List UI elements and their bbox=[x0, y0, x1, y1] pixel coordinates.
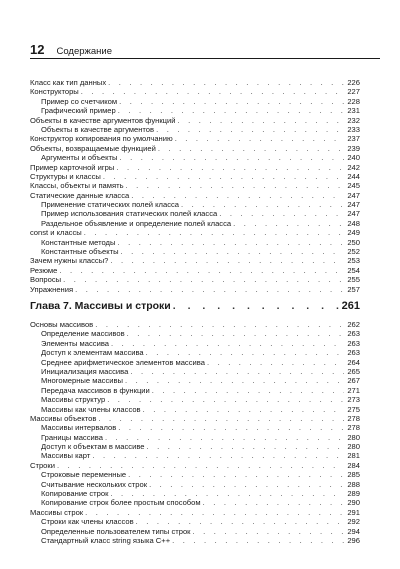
chapter-heading[interactable] bbox=[30, 298, 360, 314]
toc-entry-title: Основы массивов bbox=[30, 319, 94, 329]
dot-leader bbox=[116, 163, 344, 172]
toc-entry[interactable] bbox=[30, 266, 360, 275]
toc-entry-title: Массивы интервалов bbox=[41, 423, 117, 433]
toc-entry-title: Объекты в качестве аргументов bbox=[41, 124, 155, 134]
dot-leader bbox=[92, 451, 344, 460]
dot-leader bbox=[233, 219, 344, 228]
toc-entry[interactable] bbox=[30, 228, 360, 237]
toc-entry-page-number: 275 bbox=[347, 404, 360, 414]
toc-entry-page-number: 291 bbox=[347, 507, 360, 517]
dot-leader bbox=[119, 97, 344, 106]
dot-leader bbox=[181, 200, 344, 209]
toc-entry-title: Среднее арифметическое элементов массива bbox=[41, 357, 205, 367]
toc-entry[interactable] bbox=[30, 367, 360, 376]
toc-entry-page-number: 265 bbox=[347, 366, 360, 376]
toc-entry-page-number: 288 bbox=[347, 479, 360, 489]
toc-entry[interactable] bbox=[30, 329, 360, 338]
toc-entry-page-number: 244 bbox=[347, 171, 360, 181]
dot-leader bbox=[149, 480, 344, 489]
toc-entry-page-number: 263 bbox=[347, 329, 360, 339]
toc-entry-title: Массивы структур bbox=[41, 395, 106, 405]
toc-entry[interactable] bbox=[30, 527, 360, 536]
toc-entry[interactable] bbox=[30, 517, 360, 526]
toc-entry[interactable] bbox=[30, 256, 360, 265]
toc-entry-page-number: 252 bbox=[347, 247, 360, 257]
toc-entry-title: Конструктор копирования по умолчанию bbox=[30, 134, 173, 144]
toc-entry-page-number: 247 bbox=[347, 209, 360, 219]
page-title: Содержание bbox=[56, 46, 112, 57]
toc-entry-page-number: 237 bbox=[347, 134, 360, 144]
toc-section-after bbox=[30, 320, 360, 545]
table-of-contents bbox=[30, 78, 360, 545]
toc-entry-title: Объекты в качестве аргументов функций bbox=[30, 115, 176, 125]
toc-entry-page-number: 262 bbox=[347, 319, 360, 329]
toc-entry[interactable] bbox=[30, 238, 360, 247]
toc-entry[interactable] bbox=[30, 219, 360, 228]
toc-entry-page-number: 245 bbox=[347, 181, 360, 191]
toc-entry[interactable] bbox=[30, 470, 360, 479]
dot-leader bbox=[136, 517, 344, 526]
toc-entry-title: Доступ к объектам в массиве bbox=[41, 442, 145, 452]
dot-leader bbox=[126, 181, 344, 190]
chapter-title: Глава 7. Массивы и строки bbox=[30, 299, 171, 312]
toc-entry-title: Строковые переменные bbox=[41, 470, 127, 480]
toc-entry-page-number: 292 bbox=[347, 517, 360, 527]
toc-entry[interactable] bbox=[30, 209, 360, 218]
toc-entry[interactable] bbox=[30, 414, 360, 423]
dot-leader bbox=[143, 405, 344, 414]
toc-entry-page-number: 247 bbox=[347, 190, 360, 200]
toc-entry-title: Константные объекты bbox=[41, 247, 119, 257]
toc-entry[interactable] bbox=[30, 461, 360, 470]
toc-entry[interactable] bbox=[30, 97, 360, 106]
toc-entry[interactable] bbox=[30, 508, 360, 517]
toc-entry[interactable] bbox=[30, 498, 360, 507]
toc-entry-title: Графический пример bbox=[41, 106, 116, 116]
dot-leader bbox=[111, 339, 344, 348]
toc-section-before bbox=[30, 78, 360, 294]
toc-entry-page-number: 239 bbox=[347, 143, 360, 153]
toc-entry-title: Доступ к элементам массива bbox=[41, 348, 144, 358]
toc-entry-page-number: 284 bbox=[347, 460, 360, 470]
toc-entry-title: Стандартный класс string языка C++ bbox=[41, 535, 171, 545]
toc-entry[interactable] bbox=[30, 480, 360, 489]
toc-entry[interactable] bbox=[30, 386, 360, 395]
toc-entry-title: Конструкторы bbox=[30, 87, 79, 97]
toc-entry-page-number: 280 bbox=[347, 432, 360, 442]
toc-entry-page-number: 263 bbox=[347, 348, 360, 358]
dot-leader bbox=[175, 134, 344, 143]
toc-entry-title: const и классы bbox=[30, 228, 82, 238]
toc-entry-title: Классы, объекты и память bbox=[30, 181, 124, 191]
toc-entry[interactable] bbox=[30, 181, 360, 190]
toc-entry[interactable] bbox=[30, 405, 360, 414]
toc-entry-title: Класс как тип данных bbox=[30, 78, 107, 87]
toc-entry-page-number: 255 bbox=[347, 275, 360, 285]
toc-entry-page-number: 294 bbox=[347, 526, 360, 536]
toc-entry-page-number: 232 bbox=[347, 115, 360, 125]
dot-leader bbox=[131, 191, 344, 200]
toc-entry[interactable] bbox=[30, 376, 360, 385]
toc-entry-title: Определение массивов bbox=[41, 329, 125, 339]
toc-entry[interactable] bbox=[30, 247, 360, 256]
toc-entry[interactable] bbox=[30, 423, 360, 432]
toc-entry-title: Строки bbox=[30, 460, 55, 470]
dot-leader bbox=[125, 376, 344, 385]
toc-entry-title: Массивы как члены классов bbox=[41, 404, 141, 414]
toc-entry[interactable] bbox=[30, 442, 360, 451]
dot-leader bbox=[130, 367, 344, 376]
dot-leader bbox=[172, 536, 344, 545]
dot-leader bbox=[156, 125, 344, 134]
dot-leader bbox=[105, 433, 344, 442]
toc-entry[interactable] bbox=[30, 285, 360, 294]
dot-leader bbox=[219, 209, 344, 218]
dot-leader bbox=[85, 508, 344, 517]
toc-entry[interactable] bbox=[30, 125, 360, 134]
toc-entry-title: Считывание нескольких строк bbox=[41, 479, 148, 489]
toc-entry-title: Копирование строк bbox=[41, 489, 109, 499]
dot-leader bbox=[118, 106, 344, 115]
toc-entry-title: Массивы карт bbox=[41, 451, 91, 461]
dot-leader bbox=[207, 358, 344, 367]
toc-entry[interactable] bbox=[30, 153, 360, 162]
toc-entry-page-number: 278 bbox=[347, 423, 360, 433]
dot-leader bbox=[59, 266, 344, 275]
toc-entry-page-number: 240 bbox=[347, 153, 360, 163]
dot-leader bbox=[158, 144, 344, 153]
toc-entry-title: Пример со счетчиком bbox=[41, 96, 118, 106]
toc-entry[interactable] bbox=[30, 320, 360, 329]
dot-leader bbox=[146, 348, 344, 357]
toc-entry-title: Константные методы bbox=[41, 237, 116, 247]
toc-entry-page-number: 264 bbox=[347, 357, 360, 367]
toc-entry-title: Элементы массива bbox=[41, 338, 109, 348]
dot-leader bbox=[95, 320, 344, 329]
dot-leader bbox=[98, 414, 344, 423]
toc-entry[interactable] bbox=[30, 339, 360, 348]
toc-entry[interactable] bbox=[30, 78, 360, 87]
toc-entry-page-number: 285 bbox=[347, 470, 360, 480]
toc-entry-title: Строки как члены классов bbox=[41, 517, 134, 527]
dot-leader bbox=[128, 470, 344, 479]
toc-entry-page-number: 271 bbox=[347, 385, 360, 395]
toc-entry-title: Вопросы bbox=[30, 275, 62, 285]
toc-entry[interactable] bbox=[30, 144, 360, 153]
toc-entry-page-number: 249 bbox=[347, 228, 360, 238]
toc-entry[interactable] bbox=[30, 87, 360, 96]
toc-entry-page-number: 263 bbox=[347, 338, 360, 348]
toc-entry-page-number: 233 bbox=[347, 124, 360, 134]
toc-entry-title: Структуры и классы bbox=[30, 171, 101, 181]
toc-entry-page-number: 247 bbox=[347, 200, 360, 210]
toc-entry-page-number: 290 bbox=[347, 498, 360, 508]
chapter-page-number: 261 bbox=[341, 299, 360, 312]
toc-entry-title: Аргументы и объекты bbox=[41, 153, 118, 163]
dot-leader bbox=[173, 298, 340, 314]
dot-leader bbox=[147, 442, 344, 451]
toc-entry[interactable] bbox=[30, 433, 360, 442]
toc-entry-title: Многомерные массивы bbox=[41, 376, 123, 386]
toc-entry-title: Статические данные класса bbox=[30, 190, 130, 200]
toc-entry-page-number: 289 bbox=[347, 489, 360, 499]
toc-entry[interactable] bbox=[30, 536, 360, 545]
toc-entry-page-number: 280 bbox=[347, 442, 360, 452]
toc-entry[interactable] bbox=[30, 358, 360, 367]
dot-leader bbox=[107, 395, 344, 404]
toc-entry-title: Раздельное объявление и определение полей класса bbox=[41, 218, 232, 228]
dot-leader bbox=[110, 256, 344, 265]
dot-leader bbox=[152, 386, 344, 395]
toc-entry-page-number: 231 bbox=[347, 106, 360, 116]
dot-leader bbox=[84, 228, 344, 237]
dot-leader bbox=[121, 247, 344, 256]
toc-entry-title: Применение статических полей класса bbox=[41, 200, 180, 210]
toc-entry-page-number: 281 bbox=[347, 451, 360, 461]
toc-entry-page-number: 253 bbox=[347, 256, 360, 266]
toc-entry[interactable] bbox=[30, 163, 360, 172]
toc-entry[interactable] bbox=[30, 348, 360, 357]
toc-entry[interactable] bbox=[30, 172, 360, 181]
toc-entry-title: Пример карточной игры bbox=[30, 162, 115, 172]
toc-entry-page-number: 257 bbox=[347, 284, 360, 294]
toc-entry-page-number: 226 bbox=[347, 78, 360, 87]
toc-entry-title: Определенные пользователем типы строк bbox=[41, 526, 191, 536]
toc-entry[interactable] bbox=[30, 191, 360, 200]
toc-entry-title: Массивы объектов bbox=[30, 413, 97, 423]
dot-leader bbox=[119, 153, 344, 162]
dot-leader bbox=[63, 275, 344, 284]
dot-leader bbox=[117, 238, 344, 247]
toc-entry-page-number: 278 bbox=[347, 413, 360, 423]
toc-entry-page-number: 267 bbox=[347, 376, 360, 386]
toc-entry-title: Массивы строк bbox=[30, 507, 84, 517]
toc-entry-page-number: 296 bbox=[347, 535, 360, 545]
toc-entry-title: Инициализация массива bbox=[41, 366, 129, 376]
toc-entry[interactable] bbox=[30, 489, 360, 498]
toc-entry-title: Объекты, возвращаемые функцией bbox=[30, 143, 156, 153]
dot-leader bbox=[178, 116, 345, 125]
dot-leader bbox=[81, 87, 344, 96]
toc-entry-title: Резюме bbox=[30, 265, 58, 275]
toc-entry-page-number: 254 bbox=[347, 265, 360, 275]
toc-entry-title: Копирование строк более простым способом bbox=[41, 498, 201, 508]
toc-entry-title: Пример использования статических полей класса bbox=[41, 209, 218, 219]
toc-entry[interactable] bbox=[30, 200, 360, 209]
toc-entry-page-number: 228 bbox=[347, 96, 360, 106]
page-header bbox=[30, 42, 380, 57]
dot-leader bbox=[57, 461, 344, 470]
page-number: 12 bbox=[30, 42, 45, 57]
toc-entry[interactable] bbox=[30, 106, 360, 115]
toc-entry[interactable] bbox=[30, 451, 360, 460]
toc-entry-title: Передача массивов в функции bbox=[41, 385, 150, 395]
dot-leader bbox=[75, 285, 344, 294]
toc-entry-title: Зачем нужны классы? bbox=[30, 256, 109, 266]
toc-entry-page-number: 242 bbox=[347, 162, 360, 172]
toc-entry[interactable] bbox=[30, 275, 360, 284]
dot-leader bbox=[118, 423, 344, 432]
dot-leader bbox=[103, 172, 344, 181]
dot-leader bbox=[110, 489, 344, 498]
toc-entry-page-number: 248 bbox=[347, 218, 360, 228]
header-rule bbox=[30, 58, 380, 59]
dot-leader bbox=[108, 78, 344, 87]
toc-entry-page-number: 250 bbox=[347, 237, 360, 247]
toc-entry-page-number: 227 bbox=[347, 87, 360, 97]
toc-entry-page-number: 273 bbox=[347, 395, 360, 405]
dot-leader bbox=[203, 498, 344, 507]
toc-entry-title: Упражнения bbox=[30, 284, 74, 294]
toc-entry[interactable] bbox=[30, 134, 360, 143]
toc-entry-title: Границы массива bbox=[41, 432, 103, 442]
dot-leader bbox=[127, 329, 344, 338]
dot-leader bbox=[193, 527, 344, 536]
toc-entry[interactable] bbox=[30, 116, 360, 125]
toc-entry[interactable] bbox=[30, 395, 360, 404]
